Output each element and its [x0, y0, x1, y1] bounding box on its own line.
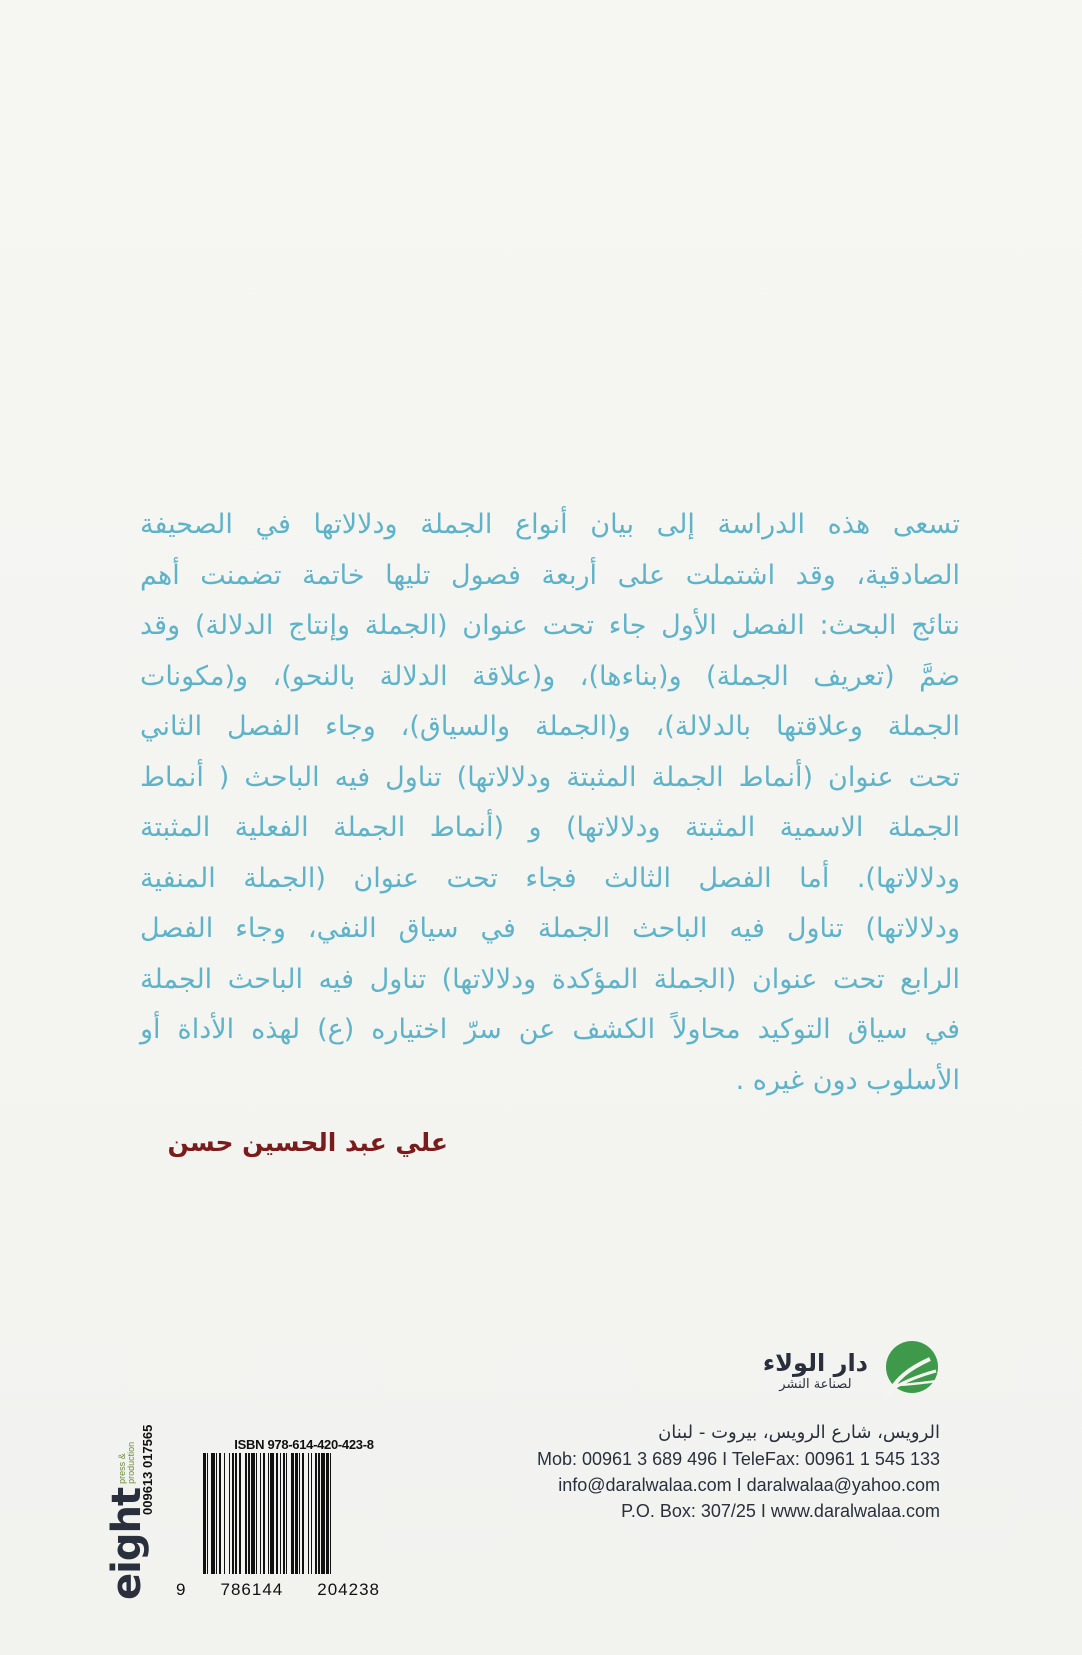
blurb-line: الجملة الاسمية المثبتة ودلالاتها) و (أنماط الجملة الفعلية المثبتة	[140, 812, 960, 843]
barcode	[203, 1453, 377, 1574]
barcode-digits	[176, 1580, 380, 1600]
blurb-line: ودلالاتها). أما الفصل الثالث فجاء تحت عنوان (الجملة المنفية	[140, 862, 960, 894]
printer-logo	[104, 1442, 150, 1600]
barcode-digit-first: 9	[176, 1580, 187, 1599]
blurb-line: نتائج البحث: الفصل الأول جاء تحت عنوان (الجملة وإنتاج الدلالة) وقد	[140, 610, 960, 641]
publisher-emails: info@daralwalaa.com I daralwalaa@yahoo.com	[558, 1475, 940, 1495]
isbn-side-number: 009613 017565	[140, 1424, 155, 1515]
publisher-name	[763, 1349, 868, 1392]
publisher-address: الرويس، شارع الرويس، بيروت - لبنان	[658, 1422, 940, 1443]
blurb-text	[140, 500, 960, 1106]
blurb-line: تسعى هذه الدراسة إلى بيان أنواع الجملة ودلالاتها في الصحيفة	[140, 509, 960, 540]
blurb-line: الجملة وعلاقتها بالدلالة)، و(الجملة والسياق)، وجاء الفصل الثاني	[140, 711, 960, 742]
publisher-logo	[744, 1340, 940, 1400]
barcode-digit-group2: 204238	[317, 1580, 380, 1599]
blurb-line: الصادقية، وقد اشتملت على أربعة فصول تليها خاتمة تضمنت أهم	[140, 559, 960, 591]
blurb-line: في سياق التوكيد محاولاً الكشف عن سرّ اختياره (ع) لهذه الأداة أو	[140, 1014, 960, 1045]
publisher-web: P.O. Box: 307/25 I www.daralwalaa.com	[621, 1501, 940, 1521]
barcode-digit-group1: 786144	[220, 1580, 284, 1599]
publisher-leaf-icon	[878, 1339, 940, 1401]
publisher-subtitle: لصناعة النشر	[779, 1376, 852, 1392]
blurb-line: ودلالاتها) تناول فيه الباحث الجملة في سياق النفي، وجاء الفصل	[140, 913, 960, 944]
blurb-line: تحت عنوان (أنماط الجملة المثبتة ودلالاتها) تناول فيه الباحث ( أنماط	[140, 761, 960, 793]
isbn-label: ISBN 978-614-420-423-8	[234, 1437, 374, 1452]
blurb-line: الرابع تحت عنوان (الجملة المؤكدة ودلالاتها) تناول فيه الباحث الجملة	[140, 963, 960, 995]
author-name: علي عبد الحسين حسن	[167, 1128, 448, 1157]
publisher-contact	[520, 1420, 940, 1524]
printer-logo-tag: press & production	[117, 1441, 136, 1484]
publisher-phones: Mob: 00961 3 689 496 I TeleFax: 00961 1 545 133	[537, 1449, 940, 1469]
blurb-line: ضمَّ (تعريف الجملة) و(بناءها)، و(علاقة الدلالة بالنحو)، و(مكونات	[140, 660, 960, 692]
barcode-gap	[331, 1453, 334, 1574]
blurb-line: الأسلوب دون غيره .	[735, 1064, 960, 1096]
publisher-title: دار الولاء	[762, 1348, 868, 1377]
printer-logo-word: eight	[104, 1487, 150, 1600]
